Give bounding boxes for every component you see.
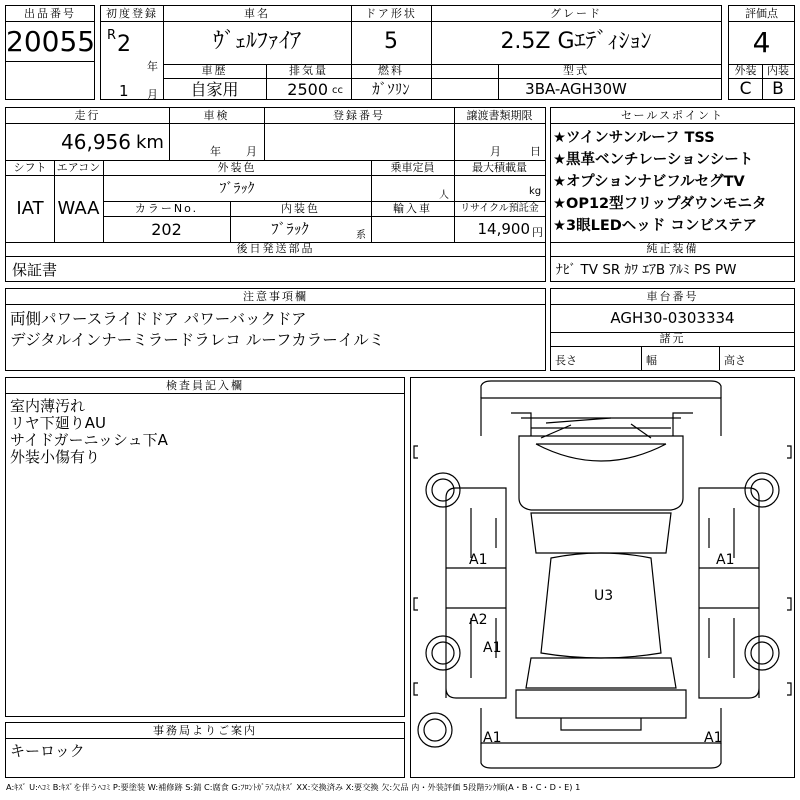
stock-number: 20055 bbox=[6, 25, 96, 58]
selling-point-2: ★黒革ベンチレーションシート bbox=[553, 152, 754, 168]
mileage-unit: km bbox=[136, 132, 164, 153]
int-color-suffix: 系 bbox=[356, 230, 366, 241]
office-text: キーロック bbox=[10, 742, 85, 760]
fuel: ｶﾞｿﾘﾝ bbox=[372, 80, 410, 98]
int-color: ﾌﾞﾗｯｸ bbox=[271, 220, 309, 238]
chassis-label: 車台番号 bbox=[646, 290, 699, 303]
max-load-unit: kg bbox=[529, 186, 542, 197]
width-label: 幅 bbox=[646, 354, 657, 367]
doors: 5 bbox=[384, 29, 398, 54]
transfer-label: 譲渡書類期限 bbox=[466, 109, 533, 122]
interior-grade-label: 内装 bbox=[767, 64, 789, 77]
color-no: 202 bbox=[151, 220, 182, 239]
mark-rear-bumper-left: A1 bbox=[483, 730, 502, 746]
legend-text: A:ｷｽﾞ U:ﾍｺﾐ B:ｷｽﾞを伴うﾍｺﾐ P:要塗装 W:補修跡 S:錆 C:腐食 G:ﾌﾛﾝﾄｶﾞﾗｽ点ｷｽﾞ XX:交換済み X:要交換 欠:欠品 内・外装評価 5段階ﾗﾝｸ順(A・B・C・D・E) 1 bbox=[6, 782, 581, 792]
mileage-label: 走行 bbox=[74, 109, 101, 122]
equipment-items: ﾅﾋﾞ TV SR ｶﾜ ｴｱB ｱﾙﾐ PS PW bbox=[556, 262, 737, 278]
max-load-label: 最大積載量 bbox=[472, 161, 527, 174]
capacity-unit: 人 bbox=[439, 190, 449, 201]
score-box bbox=[728, 5, 795, 100]
ac: WAA bbox=[57, 198, 100, 219]
office-box bbox=[5, 722, 405, 778]
first-reg-year-unit: 年 bbox=[147, 60, 158, 73]
selling-point-3: ★オプションナビフルセグTV bbox=[553, 174, 745, 190]
exterior-grade-label: 外装 bbox=[734, 64, 757, 77]
displacement-unit: cc bbox=[332, 85, 343, 96]
mark-roof: U3 bbox=[594, 588, 614, 604]
displacement-label: 排気量 bbox=[289, 64, 328, 77]
mark-rear-bumper-right: A1 bbox=[704, 730, 723, 746]
mark-left-rear-door: A2 bbox=[469, 612, 488, 628]
grade-label: グレード bbox=[550, 7, 602, 20]
ext-color: ﾌﾞﾗｯｸ bbox=[219, 181, 255, 197]
interior-grade: B bbox=[772, 79, 784, 99]
chassis-box bbox=[550, 288, 795, 371]
model-label: 型式 bbox=[563, 64, 589, 77]
vehicle-header-box bbox=[100, 5, 722, 100]
length-label: 長さ bbox=[555, 354, 577, 367]
import-label: 輸入車 bbox=[393, 202, 432, 215]
chassis-number: AGH30-0303334 bbox=[610, 309, 735, 327]
mileage: 46,956 bbox=[61, 130, 131, 154]
doors-label: ドア形状 bbox=[365, 7, 417, 20]
stock-number-box bbox=[5, 5, 95, 100]
ac-label: エアコン bbox=[56, 161, 101, 174]
history: 自家用 bbox=[190, 80, 239, 99]
notes-line-1: 両側パワースライドドア パワーバックドア bbox=[10, 310, 307, 328]
mark-left-front-door: A1 bbox=[469, 552, 488, 568]
grade: 2.5Z Gｴﾃﾞｨｼｮﾝ bbox=[500, 29, 652, 54]
later-parts-label: 後日発送部品 bbox=[236, 242, 315, 255]
score: 4 bbox=[752, 26, 771, 59]
capacity-label: 乗車定員 bbox=[390, 161, 435, 174]
int-color-label: 内装色 bbox=[281, 202, 320, 215]
score-label: 評価点 bbox=[745, 7, 778, 20]
selling-point-4: ★OP12型フリップダウンモニタ bbox=[553, 196, 767, 212]
car-name: ｳﾞｪﾙﾌｧｲｱ bbox=[212, 29, 301, 54]
first-reg-month-unit: 月 bbox=[147, 88, 158, 101]
selling-points-label: セールスポイント bbox=[620, 109, 724, 122]
mark-left-rear-fender: A1 bbox=[483, 640, 502, 656]
car-diagram bbox=[411, 378, 794, 777]
notes-box bbox=[5, 288, 546, 371]
inspection-label: 車検 bbox=[203, 109, 230, 122]
inspector-line-2: リヤ下廻りAU bbox=[10, 414, 106, 432]
selling-point-1: ★ツインサンルーフ TSS bbox=[553, 130, 715, 146]
first-reg-month: 1 bbox=[119, 82, 129, 100]
recycle-label: リサイクル預託金 bbox=[460, 203, 539, 214]
height-label: 高さ bbox=[724, 354, 746, 367]
color-no-label: カラーNo. bbox=[134, 202, 199, 215]
car-name-label: 車名 bbox=[244, 7, 270, 20]
shift-label: シフト bbox=[13, 161, 47, 174]
inspector-box bbox=[5, 377, 405, 717]
selling-points-box bbox=[550, 107, 795, 282]
inspection-month-unit: 月 bbox=[246, 145, 257, 158]
inspector-line-1: 室内薄汚れ bbox=[10, 397, 86, 415]
fuel-label: 燃料 bbox=[378, 64, 404, 77]
inspector-line-3: サイドガーニッシュ下A bbox=[10, 431, 168, 449]
notes-label: 注意事項欄 bbox=[243, 290, 308, 303]
ext-color-label: 外装色 bbox=[217, 161, 257, 174]
inspector-label: 検査員記入欄 bbox=[166, 379, 244, 392]
specs-label: 諸元 bbox=[659, 332, 686, 345]
first-reg-label: 初度登録 bbox=[106, 7, 158, 20]
transfer-day-unit: 日 bbox=[530, 145, 541, 158]
notes-line-2: デジタルインナーミラードラレコ ルーフカラーイルミ bbox=[10, 331, 385, 349]
first-reg-era: R bbox=[107, 28, 117, 43]
exterior-grade: C bbox=[739, 79, 752, 99]
shift: IAT bbox=[16, 198, 44, 219]
selling-point-5: ★3眼LEDヘッド コンビステア bbox=[553, 218, 758, 234]
damage-diagram-box bbox=[410, 377, 795, 778]
first-reg-year: 2 bbox=[117, 32, 131, 57]
vehicle-details-box bbox=[5, 107, 546, 282]
recycle: 14,900 bbox=[477, 220, 530, 238]
later-parts: 保証書 bbox=[12, 261, 58, 279]
history-label: 車歴 bbox=[201, 64, 228, 77]
equipment-label: 純正装備 bbox=[646, 242, 699, 255]
recycle-unit: 円 bbox=[532, 226, 543, 239]
mark-right-front-door: A1 bbox=[716, 552, 735, 568]
inspector-line-4: 外装小傷有り bbox=[10, 448, 101, 466]
inspection-year-unit: 年 bbox=[210, 145, 221, 158]
transfer-month-unit: 月 bbox=[490, 145, 501, 158]
office-label: 事務局よりご案内 bbox=[153, 724, 257, 737]
stock-number-label: 出品番号 bbox=[24, 7, 76, 20]
reg-no-label: 登録番号 bbox=[333, 109, 385, 122]
model: 3BA-AGH30W bbox=[525, 80, 627, 98]
displacement: 2500 bbox=[287, 80, 328, 99]
